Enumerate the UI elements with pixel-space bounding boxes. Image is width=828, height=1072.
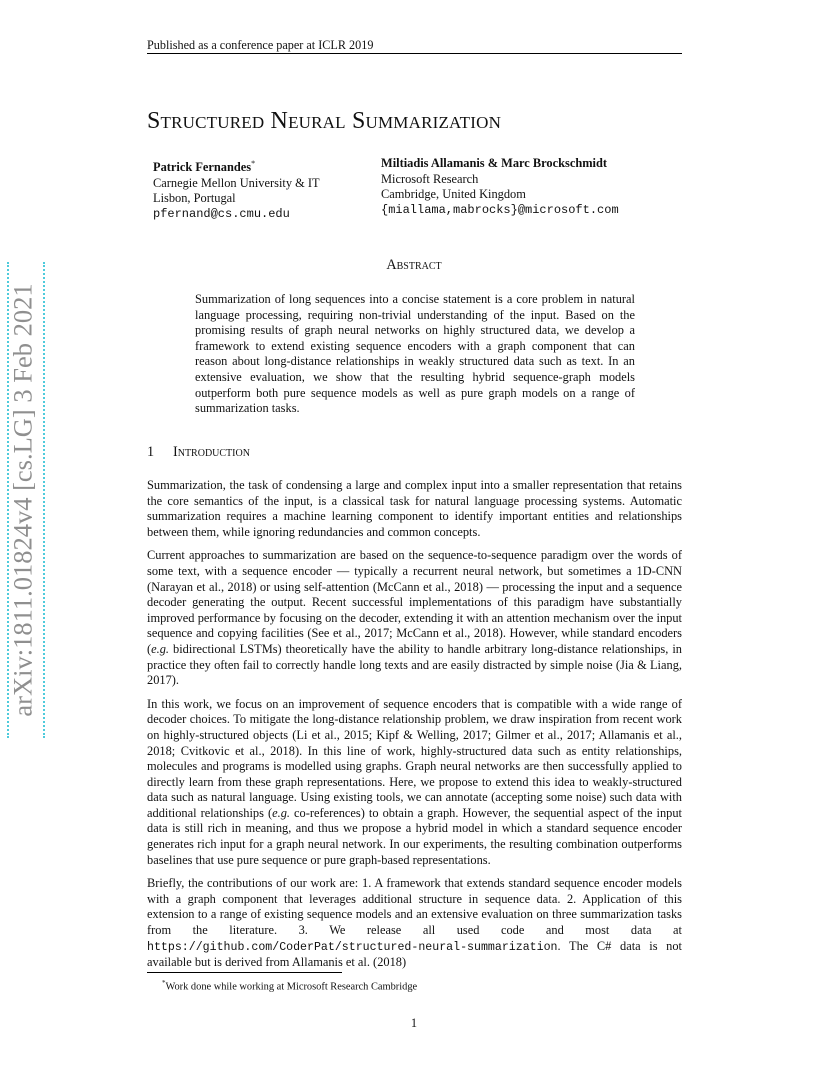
author-email: pfernand@cs.cmu.edu <box>153 206 290 221</box>
section-heading <box>147 443 250 461</box>
author-name: Miltiadis Allamanis & Marc Brockschmidt <box>381 156 608 170</box>
paragraph-italic: e.g. <box>151 641 170 656</box>
paragraph <box>147 876 682 971</box>
author-email: {miallama,mabrocks}@microsoft.com <box>381 202 619 217</box>
paragraph <box>147 697 682 869</box>
introduction-body <box>147 478 682 979</box>
abstract-heading: Abstract <box>386 257 442 273</box>
author-affiliation: Carnegie Mellon University & IT <box>153 175 320 190</box>
code-url-link[interactable]: https://github.com/CoderPat/structured-neural-summarization <box>147 940 558 954</box>
section-title: Introduction <box>173 444 250 460</box>
footnote-text: Work done while working at Microsoft Research Cambridge <box>165 981 418 993</box>
author-block-1 <box>153 156 320 223</box>
footnote-rule <box>147 972 342 973</box>
author-location: Cambridge, United Kingdom <box>381 187 526 202</box>
author-affiliation: Microsoft Research <box>381 171 479 186</box>
author-location: Lisbon, Portugal <box>153 191 236 206</box>
page-number: 1 <box>410 1016 418 1030</box>
author-footnote-mark: * <box>251 159 256 168</box>
paper-title: Structured Neural Summarization <box>147 108 502 134</box>
paragraph-text: Current approaches to summarization are based on the sequence-to-sequence paradigm over the words of some text, with a sequence encoder — typically a recurrent neural network, but sometimes a 1D-CNN (Narayan et al., 2018) or using self-attention (McCann et al., 2018) — processing the input and a sequence decoder generating the output. Recent successful implementations of this paradigm have substantially improved performance by focusing on the decoder, extending it with an attention mechanism over the input sequence and copying facilities (See et al., 2017; McCann et al., 2018). However, while standard encoders ( <box>147 548 682 656</box>
paragraph: Summarization, the task of condensing a large and complex input into a smaller representation that retains the core semantics of the input, is a classical task for natural language processing systems. Automatic summarization requires a machine learning component to identify important entities and relationships between them, while ignoring redundancies and common concepts. <box>147 478 682 539</box>
paragraph-italic: e.g. <box>272 805 290 820</box>
arxiv-id[interactable]: arXiv:1811.01824v4 [cs.LG] 3 Feb 2021 <box>7 283 38 717</box>
paragraph-text: In this work, we focus on an improvement of sequence encoders that is compatible with a wide range of decoder choices. To mitigate the long-distance relationship problem, we draw inspiration from recent work on highly-structured objects (Li et al., 2015; Kipf & Welling, 2017; Gilmer et al., 2017; Allamanis et al., 2018; Cvitkovic et al., 2018). In this line of work, highly-structured data such as entity relationships, molecules and programs is modelled using graphs. Graph neural networks are then successfully applied to directly learn from these graph representations. Here, we propose to extend this idea to weakly-structured data such as natural language. Using existing tools, we can annotate (accepting some noise) such data with additional relationships ( <box>147 696 682 820</box>
abstract-text: Summarization of long sequences into a concise statement is a core problem in natural language processing, requiring non-trivial understanding of the input. Based on the promising results of graph neural networks on highly structured data, we develop a framework to extend existing sequence encoders with a graph component that can reason about long-distance relationships in weakly structured data such as text. In an extensive evaluation, we show that the resulting hybrid sequence-graph models outperform both pure sequence models as well as pure graph models on a range of summarization tasks. <box>195 292 635 416</box>
header-rule <box>147 53 682 54</box>
running-header: Published as a conference paper at ICLR 2019 <box>147 38 374 52</box>
author-block-2 <box>381 156 619 218</box>
paragraph-text: bidirectional LSTMs) theoretically have the ability to handle arbitrary long-distance relationships, in practice they often fail to correctly handle long texts and are easily distracted by simple noise (Jia & Liang, 2017). <box>147 641 682 688</box>
paragraph <box>147 548 682 688</box>
paragraph-text: co-references) to obtain a graph. However, the sequential aspect of the input data is still rich in meaning, and thus we propose a hybrid model in which a standard sequence encoder generates rich input for a graph neural network. In our experiments, the resulting combination outperforms baselines that use pure sequence or pure graph-based representations. <box>147 805 683 867</box>
section-number: 1 <box>147 444 155 460</box>
footnote <box>162 976 682 994</box>
footnote-mark: * <box>162 979 166 987</box>
paragraph-text: Briefly, the contributions of our work are: 1. A framework that extends standard sequence encoder models with a graph component that leverages additional structure in sequence data. 2. Application of this extension to a range of existing sequence models and an extensive evaluation on three summarization tasks from the literature. 3. We release all used code and most data at <box>147 876 682 938</box>
author-name: Patrick Fernandes <box>153 160 252 175</box>
paragraph-text: . The C# data is not available but is derived from Allamanis et al. (2018) <box>147 938 682 970</box>
arxiv-stamp[interactable] <box>0 260 46 740</box>
